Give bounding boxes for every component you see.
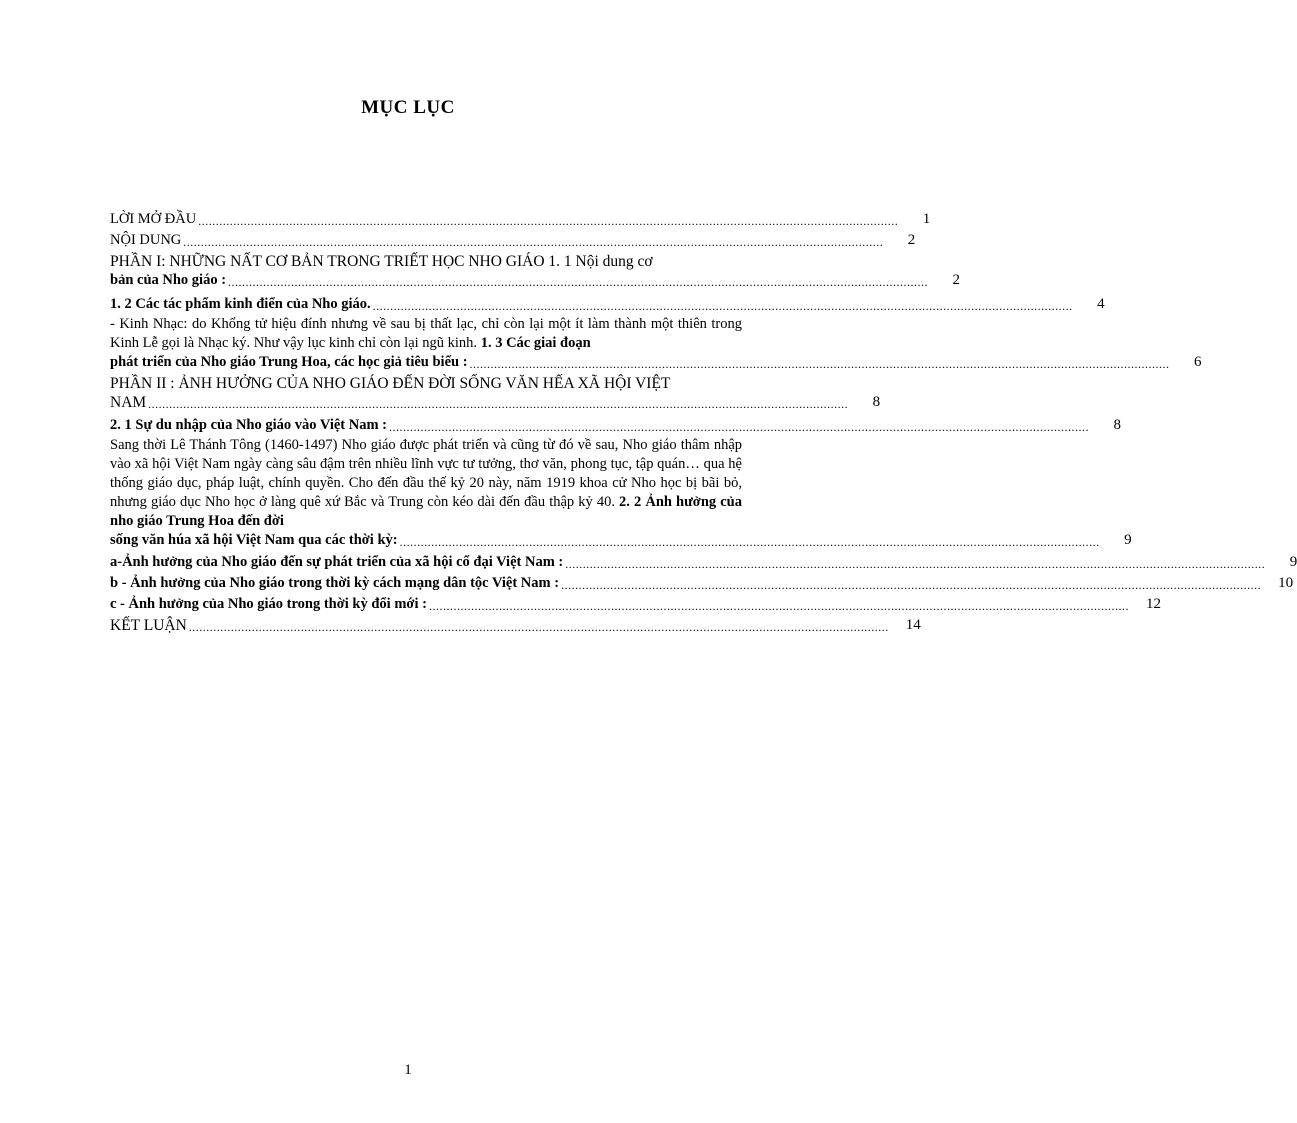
toc-entry-2-1[interactable] [110,416,1121,435]
toc-entry-2-2-a[interactable] [110,553,1297,572]
toc-page-number: 9 [1289,554,1297,570]
toc-entry-part-2[interactable] [110,374,881,412]
leader-dots: ........................................................................................................................................................................................................ [188,620,889,634]
toc-page-number: 8 [1113,417,1121,433]
toc-paragraph-text: - Kinh Nhạc: do Khổng tử hiệu đính nhưng về sau bị thất lạc, chỉ còn lại một ít làm thành một thiên trong Kinh Lễ gọi là Nhạc ký. Như vậy lục kinh chỉ còn lại ngũ kinh. [110,316,742,351]
toc-page-number: 6 [1194,354,1202,370]
page-number: 1 [404,1062,412,1078]
toc-page-number: 14 [905,617,921,633]
toc-entry-text: NỘI DUNG [110,232,182,248]
toc-entry-2-2-b[interactable] [110,574,1294,593]
toc-entry-intro[interactable] [110,210,931,229]
toc-page-number: 4 [1097,296,1105,312]
leader-dots: ........................................................................................................................................................................................................ [228,275,929,289]
toc-entry-text: KẾT LUẬN [110,617,187,634]
leader-dots: ........................................................................................................................................................................................................ [148,397,849,411]
toc-entry-text: NAM [110,394,147,411]
toc-body-paragraph [110,436,742,531]
toc-entry-text: sống văn húa xã hội Việt Nam qua các thời kỳ: [110,532,398,548]
leader-dots: ........................................................................................................................................................................................................ [183,235,884,249]
leader-dots: ........................................................................................................................................................................................................ [565,557,1266,571]
toc-entry-text: bản của Nho giáo : [110,272,227,288]
toc-page-number: 2 [907,232,916,248]
toc-entry-text: c - Ảnh hưởng của Nho giáo trong thời kỳ đổi mới : [110,596,427,612]
toc-entry-heading: PHẦN II : ẢNH HƯỞNG CỦA NHO GIÁO ĐẾN ĐỜI SỐNG VĂN HẾA XÃ HỘI VIỆT [110,375,671,392]
toc-entry-content[interactable] [110,231,916,250]
toc-page-number: 12 [1145,596,1161,612]
toc-page-number: 2 [952,272,961,288]
leader-dots: ........................................................................................................................................................................................................ [428,599,1129,613]
toc-entry-text: 1. 2 Các tác phẩm kinh điển của Nho giáo. [110,296,371,312]
toc-entry-text: LỜI MỞ ĐẦU [110,211,197,227]
toc-body-paragraph [110,315,742,353]
toc-entry-1-2[interactable] [110,295,1105,314]
toc-entry-conclusion[interactable] [110,616,921,635]
toc-paragraph-heading: 1. 3 Các giai đoạn [477,335,591,351]
toc-entry-2-2[interactable] [110,436,1132,550]
toc-entry-1-3[interactable] [110,315,1202,372]
leader-dots: ........................................................................................................................................................................................................ [399,535,1100,549]
toc-entry-text: a-Ảnh hưởng của Nho giáo đến sự phát triển của xã hội cổ đại Việt Nam : [110,554,564,570]
toc-page-number: 9 [1124,532,1132,548]
toc-entry-text: phát triển của Nho giáo Trung Hoa, các học giả tiêu biểu : [110,354,468,370]
toc-page-number: 8 [872,394,881,410]
toc-entry-heading: PHẦN I: NHỮNG NẤT CƠ BẢN TRONG TRIẾT HỌC NHO GIÁO 1. 1 Nội dung cơ [110,253,653,270]
leader-dots: ........................................................................................................................................................................................................ [469,357,1170,371]
toc-entry-part-1[interactable] [110,252,961,290]
leader-dots: ........................................................................................................................................................................................................ [389,420,1089,434]
leader-dots: ........................................................................................................................................................................................................ [372,299,1073,313]
toc-page-number: 1 [922,211,931,227]
toc-entry-2-2-c[interactable] [110,595,1161,614]
leader-dots: ........................................................................................................................................................................................................ [198,214,899,228]
leader-dots: ........................................................................................................................................................................................................ [561,578,1262,592]
toc-entry-text: 2. 1 Sự du nhập của Nho giáo vào Việt Nam : [110,417,387,433]
toc-paragraph-text: Sang thời Lê Thánh Tông (1460-1497) Nho giáo được phát triển và cũng từ đó về sau, Nho giáo thâm nhập vào xã hội Việt Nam ngày càng sâu đậm trên nhiều lĩnh vực tư tưởng, thơ văn, phong tục, tập quán… qua hệ thống giáo dục, pháp luật, chính quyền. Cho đến đầu thế kỷ 20 này, năm 1919 khoa cử Nho học bị bãi bỏ, nhưng giáo dục Nho học ở làng quê xứ Bắc và Trung còn kéo dài đến đầu thập kỷ 40. [110,437,742,510]
toc-paragraph-heading: 2. 2 Ảnh hưởng của nho giáo Trung Hoa đến đời [110,494,742,529]
toc-entry-text: b - Ảnh hưởng của Nho giáo trong thời kỳ cách mạng dân tộc Việt Nam : [110,575,560,591]
page-title: MỤC LỤC [361,97,455,118]
toc-page-number: 10 [1278,575,1294,591]
table-of-contents [110,210,1297,635]
